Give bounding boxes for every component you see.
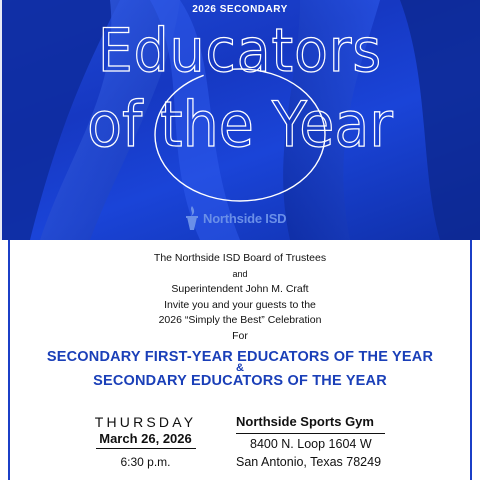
event-day: THURSDAY: [94, 414, 197, 430]
venue-underline: [236, 433, 385, 434]
venue-address-line-1: 8400 N. Loop 1604 W: [250, 437, 372, 451]
invite-line-2: and: [232, 268, 248, 279]
event-date: March 26, 2026: [99, 431, 192, 446]
title-line-2: of the Year: [87, 88, 393, 161]
date-underline: [96, 448, 196, 449]
torch-icon: [183, 205, 201, 231]
invite-line-3: Superintendent John M. Craft: [171, 283, 309, 295]
invite-line-4: Invite you and your guests to the: [164, 298, 316, 311]
invite-line-1: The Northside ISD Board of Trustees: [153, 252, 327, 264]
event-time: 6:30 p.m.: [120, 455, 171, 469]
headline-ampersand: &: [236, 362, 244, 374]
eyebrow-text: 2026 SECONDARY: [192, 4, 288, 15]
for-text: For: [232, 330, 248, 342]
invite-line-5: 2026 “Simply the Best” Celebration: [158, 314, 322, 326]
venue-address-line-2: San Antonio, Texas 78249: [236, 455, 382, 469]
headline-educators: SECONDARY EDUCATORS OF THE YEAR: [93, 373, 387, 389]
invitation-text: [0, 251, 480, 329]
event-venue: Northside Sports Gym: [236, 414, 374, 429]
northside-logo: [183, 207, 286, 229]
headline-first-year: SECONDARY FIRST-YEAR EDUCATORS OF THE YEAR: [46, 349, 434, 365]
logo-text: Northside ISD: [203, 210, 287, 226]
title-line-1: Educators: [97, 16, 383, 86]
